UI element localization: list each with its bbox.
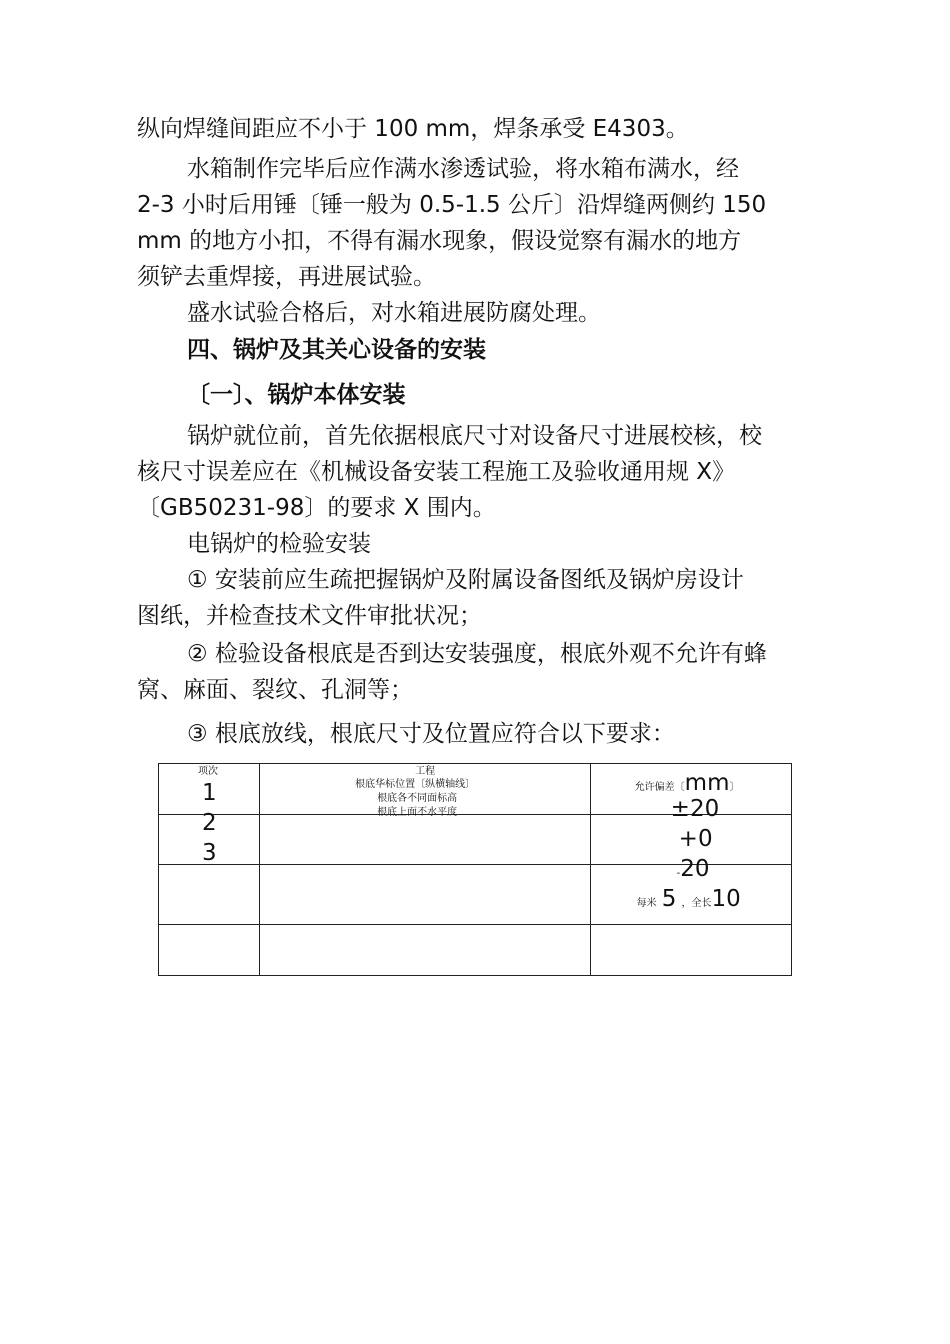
text-line: 窝、麻面、裂纹、孔洞等； (137, 677, 413, 703)
text-line: 2-3 小时后用锤〔锤一般为 0.5-1.5 公斤〕沿焊缝两侧约 150 (137, 192, 767, 218)
tolerance-header-prefix: 允许偏差〔 (634, 782, 685, 793)
table-cell (260, 815, 591, 865)
table-cell (260, 764, 591, 818)
text-line: 图纸，并检查技术文件审批状况； (137, 603, 482, 629)
text-line: 盛水试验合格后，对水箱进展防腐处理。 (187, 300, 601, 326)
row-index: 2 (202, 810, 217, 836)
row-index: 3 (202, 840, 217, 866)
row-index: 1 (202, 780, 217, 806)
text-line: 锅炉就位前，首先依据根底尺寸对设备尺寸进展校核，校 (187, 423, 762, 449)
text-line: ② 检验设备根底是否到达安装强度，根底外观不允许有蜂 (187, 641, 767, 667)
text-line: 核尺寸误差应在《机械设备安装工程施工及验收通用规 X》 (137, 459, 736, 485)
tolerance-label: ，全长 (681, 898, 712, 909)
col-header-item: 工程 (415, 766, 436, 777)
tolerance-prefix: - (676, 868, 681, 879)
table-cell (590, 764, 791, 912)
col-header-tolerance (635, 770, 740, 796)
tolerance-value: +0 (678, 826, 713, 852)
section-heading: 四、锅炉及其关心设备的安装 (187, 337, 486, 363)
text-line: ① 安装前应生疏把握锅炉及附属设备图纸及锅炉房设计 (187, 567, 744, 593)
tolerance-header-unit: mm (684, 770, 730, 796)
tolerance-value: ±20 (670, 796, 720, 822)
tolerance-value (677, 854, 710, 884)
tolerance-number: 10 (711, 886, 741, 912)
text-line: 〔GB50231-98〕的要求 X 围内。 (137, 495, 496, 521)
item-text: 根底上面不水平度 (377, 807, 458, 818)
subsection-heading: 〔一〕、锅炉本体安装 (187, 382, 406, 408)
table-cell (159, 925, 260, 976)
tolerance-label: 每米 (636, 898, 657, 909)
tolerance-table (158, 763, 792, 976)
tolerance-number: 20 (680, 856, 710, 882)
table-cell (159, 764, 260, 866)
tolerance-value (637, 884, 741, 914)
text-line: 电锅炉的检验安装 (187, 531, 371, 557)
col-header-index: 项次 (198, 766, 218, 777)
text-line: 纵向焊缝间距应不小于 100 mm，焊条承受 E4303。 (137, 116, 689, 142)
tolerance-header-suffix: 〕 (729, 782, 740, 793)
table-cell (159, 865, 260, 925)
text-line: ③ 根底放线，根底尺寸及位置应符合以下要求： (187, 721, 675, 747)
text-line: 须铲去重焊接，再进展试验。 (137, 264, 436, 290)
text-line: mm 的地方小扣，不得有漏水现象，假设觉察有漏水的地方 (137, 228, 742, 254)
item-text: 根底各不同面标高 (377, 793, 458, 804)
table-cell (260, 865, 591, 925)
item-text: 根底华标位置〔纵横轴线〕 (355, 779, 476, 790)
text-line: 水箱制作完毕后应作满水渗透试验，将水箱布满水，经 (187, 156, 739, 182)
tolerance-number: 5 (661, 886, 677, 912)
table-cell (260, 925, 591, 976)
table-cell (590, 925, 791, 976)
